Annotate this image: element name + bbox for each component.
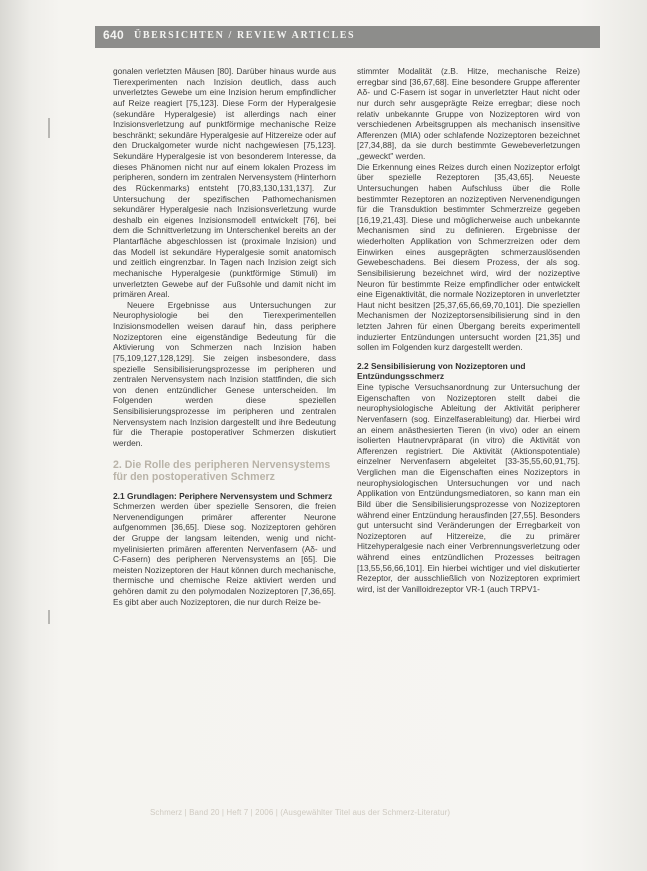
left-column: [113, 66, 336, 607]
paragraph: gonalen verletzten Mäusen [80]. Darüber hinaus wurde aus Tierexperimenten nach Inzision deutlich, dass auch unverletztes Gewebe um eine Inzision herum empfindlicher auf Reize reagiert [75,123]. Diese Form der Hyperalgesie (sekundäre Hyperalgesie) ist allerdings nach einer Inzisionsverletzung auf punktförmige mechanische Reize beschränkt; sekundäre Hyperalgesie auf Hitzereize oder auf den Druckalgometer wurde nicht nachgewiesen [75,123]. Sekundäre Hyperalgesie ist von besonderem Interesse, da dieses Phänomen nicht nur auf einem lokalen Prozess im peripheren, sondern im zentralen Nervensystem (Hinterhorn des Rückenmarks) entsteht [70,83,130,131,137]. Zur Untersuchung der spezifischen Pathomechanismen sekundärer Hyperalgesie nach Inzisionsverletzung wurde deshalb ein eigenes Inzisionsmodell entwickelt [76], bei dem die Schnittverletzung im Unterschenkel bereits an der Plantarfläche abgeschlossen ist (proximale Inzision) und das Modell ist sekundäre Hyperalgesie somit anatomisch und zeitlich eingrenzbar. In Tagen nach Inzision zeigt sich mechanische Hyperalgesie (punktförmige Stimuli) im unverletzten Gewebe auf der Fußsohle und damit nicht im primären Areal.: [113, 66, 336, 300]
paragraph: Schmerzen werden über spezielle Sensoren, die freien Nervenendigungen primärer afferenter Neurone aufgenommen [36,65]. Diese sog. Nozizeptoren gehören der Gruppe der langsam leitenden, wenig und nicht-myelinisierten primären afferenten Nervenfasern (Aδ- und C-Fasern) des peripheren Nervensystems an [65]. Die meisten Nozizeptoren der Haut können durch mechanische, thermische und chemische Reize aktiviert werden und gehören damit zu den polymodalen Nozizeptoren [7,36,65]. Es gibt aber auch Nozizeptoren, die nur durch Reize be-: [113, 501, 336, 607]
page-number: 640: [103, 28, 124, 42]
paragraph: stimmter Modalität (z.B. Hitze, mechanische Reize) erregbar sind [36,67,68]. Eine besondere Gruppe afferenter Aδ- und C-Fasern ist sogar in unverletzter Haut nicht oder nur durch sehr ausgeprägte Reize erregbar; diese noch relativ unbekannte Gruppe von Nozizeptoren wird von verschiedenen Arbeitsgruppen als mechanisch insensitive Afferenzen (MIA) oder schlafende Nozizeptoren bezeichnet [27,34,88], da sie durch bestimmte Gewebeverletzungen „geweckt" werden.: [357, 66, 580, 161]
page-edge-mark: [48, 610, 50, 624]
subsection-heading: 2.1 Grundlagen: Periphere Nervensystem und Schmerz: [113, 490, 333, 501]
page-footer: Schmerz | Band 20 | Heft 7 | 2006 | (Ausgewählter Titel aus der Schmerz-Literatur): [150, 808, 451, 817]
page-edge-mark: [48, 118, 50, 138]
subsection-heading: 2.2 Sensibilisierung von Nozizeptoren und Entzündungsschmerz: [357, 360, 526, 382]
paragraph: Neuere Ergebnisse aus Untersuchungen zur Neurophysiologie bei den Tierexperimentellen Inzisionsmodellen weisen darauf hin, dass periphere Nozizeptoren eine eigenständige Bedeutung für die Aktivierung von Schmerzen nach Inzision haben [75,109,127,128,129]. Sie zeigen insbesondere, dass spezielle Sensibilisierungsprozesse im peripheren und zentralen Nervensystem nach Inzision stattfinden, die sich von denen entzündlicher Genese unterscheiden. Im Folgenden werden diese speziellen Sensibilisierungsprozesse im peripheren und zentralen Nervensystem nach Inzision dargestellt und ihre Bedeutung für die Therapie postoperativer Schmerzen diskutiert werden.: [113, 299, 336, 448]
right-column: [357, 66, 580, 595]
section-heading: 2. Die Rolle des peripheren Nervensystems für den postoperativen Schmerz: [113, 458, 331, 483]
section-title: ÜBERSICHTEN / REVIEW ARTICLES: [134, 30, 356, 41]
paragraph: Eine typische Versuchsanordnung zur Untersuchung der Eigenschaften von Nozizeptoren stellt dabei die neurophysiologische Ableitung der Aktivität peripherer Nervenfasern (sog. Einzelfaserableitung) dar. Hierbei wird an einem anästhesierten Tieren (in vivo) oder an einem isolierten Hautnervpräparat (in vitro) die Aktivität von Afferenzen registriert. Die Aktivität (Aktionspotentiale) einzelner Nervenfasern abgeleitet [33-35,55,60,91,75]. Verglichen man die Eigenschaften eines Nozizeptors in neurophysiologischen Untersuchungen vor und nach Applikation von Entzündungsmediatoren, so kann man ein Bild über die Sensibilisierungsprozesse von Nozizeptoren während einer Entzündung herausfinden [27,55]. Besonders gut untersucht sind Veränderungen der Erregbarkeit von Nozizeptoren auf Hitzereize, die zu primärer Hitzehyperalgesie nach einer Verbrennungsverletzung oder während eines entzündlichen Prozesses beitragen [13,55,56,66,101]. Ein hierbei wichtiger und viel diskutierter Rezeptor, der ausschließlich von Nozizeptoren exprimiert wird, ist der Vanilloidrezeptor VR-1 (auch TRPV1-: [357, 382, 580, 594]
paragraph: Die Erkennung eines Reizes durch einen Nozizeptor erfolgt über spezielle Rezeptoren [35,43,65]. Neueste Untersuchungen haben Aufschluss über die Rolle bestimmter Rezeptoren an nozizeptiven Nervenendigungen für die Transduktion bestimmter Schmerzreize gegeben [16,19,21,43]. Diese und möglicherweise auch unbekannte Mechanismen sind zu definieren. Ergebnisse der wiederholten Applikation von Schmerzreizen oder dem Einwirken eines ausgeprägten schmerzauslösenden Gewebeschadens. Bei diesem Prozess, der als sog. Sensibilisierung bezeichnet wird, wird der nozizeptive Neuron für bestimmte Reize empfindlicher oder entwickelt eine Eigenaktivität, die normale Nozizeptoren in unverletzter Haut nicht besitzen [25,37,65,66,69,70,101]. Die speziellen Mechanismen der Nozizeptorsensibilisierung sind in den letzten Jahren für einen Übergang bereits experimentell induzierter Entzündungen untersucht worden [21,35] und sollen im Folgenden kurz dargestellt werden.: [357, 161, 580, 353]
